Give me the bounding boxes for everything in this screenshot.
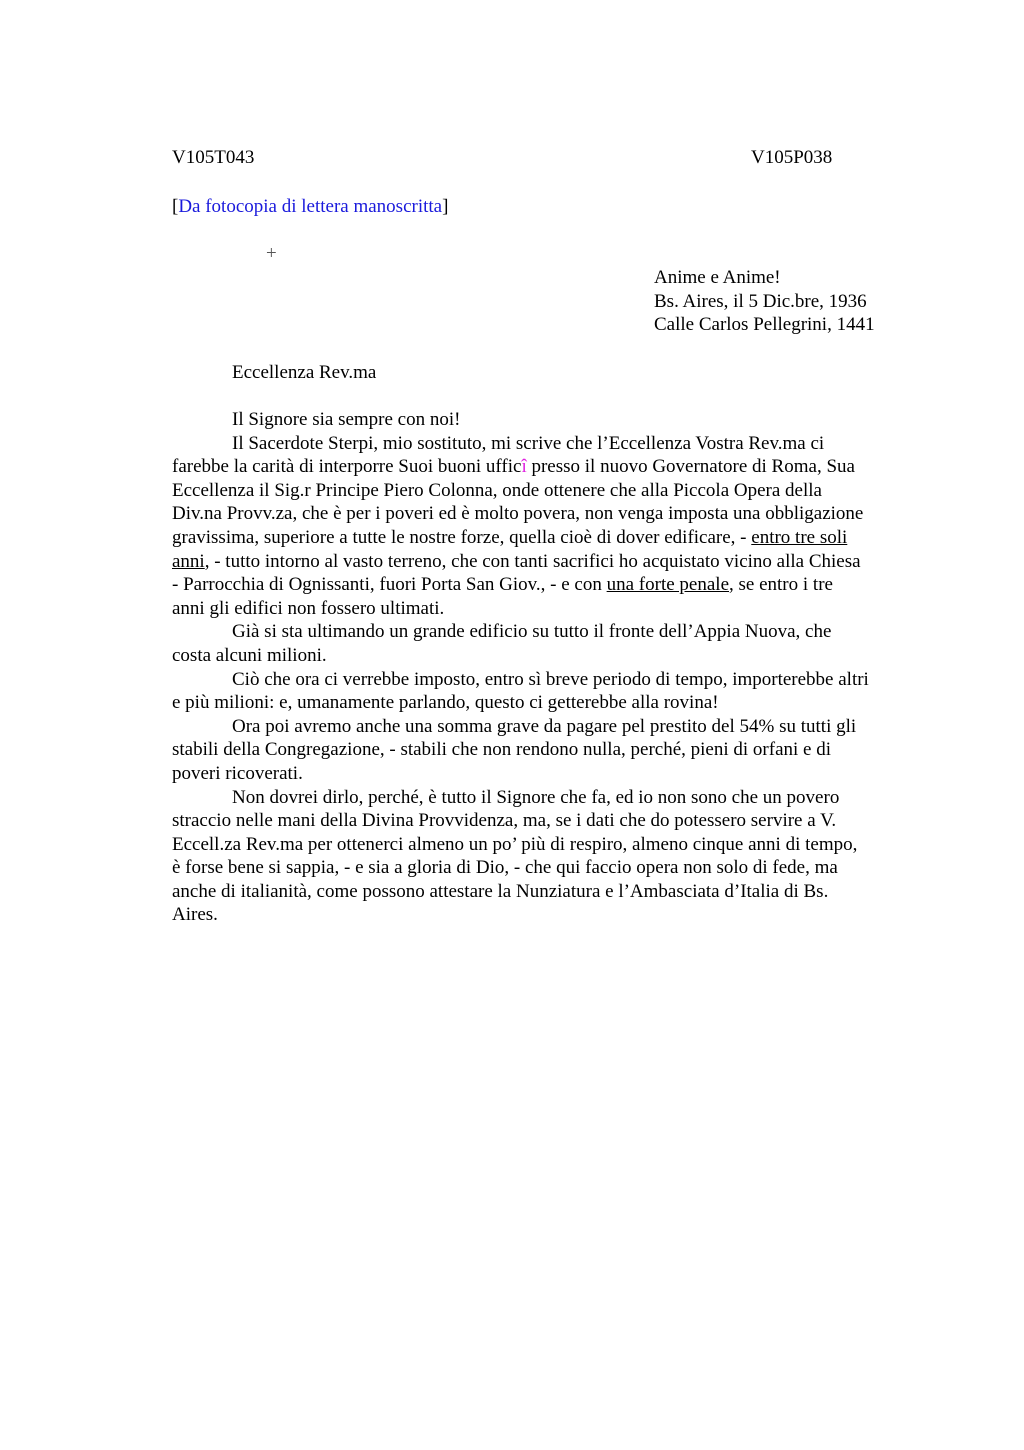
source-note-close-bracket: ]	[442, 196, 449, 217]
salutation: Eccellenza Rev.ma	[232, 362, 377, 383]
letter-heading	[654, 266, 875, 337]
body-line: Il Signore sia sempre con noi!	[232, 409, 461, 430]
source-note	[172, 195, 448, 219]
document-code-right: V105P038	[751, 147, 833, 168]
underlined-text: anni	[172, 550, 205, 572]
body-line: poveri ricoverati.	[172, 762, 303, 784]
body-line: stabili della Congregazione, - stabili che non rendono nulla, perché, pieni di orfani e di	[172, 739, 831, 761]
body-line: straccio nelle mani della Divina Provvidenza, ma, se i dati che do potessero servire a V.	[172, 810, 837, 832]
body-line	[172, 526, 932, 550]
source-note-text: Da fotocopia di lettera manoscritta	[178, 196, 443, 217]
body-line: è forse bene si sappia, - e sia a gloria di Dio, - che qui faccio opera non solo di fede, ma	[172, 857, 838, 879]
body-line: Div.na Provv.za, che è per i poveri ed è molto povera, non venga imposta una obbligazione	[172, 503, 864, 525]
underlined-text: una forte penale	[606, 574, 730, 596]
body-line: e più milioni: e, umanamente parlando, questo ci getterebbe alla rovina!	[172, 692, 719, 714]
body-line	[172, 550, 932, 574]
body-line: Già si sta ultimando un grande edificio su tutto il fronte dell’Appia Nuova, che	[232, 621, 832, 643]
document-code-left: V105T043	[172, 147, 255, 168]
heading-place-date: Bs. Aires, il 5 Dic.bre, 1936	[654, 290, 867, 312]
body-line	[172, 455, 932, 479]
body-text-fragment: gravissima, superiore a tutte le nostre forze, quella cioè di dover edificare, -	[172, 526, 752, 548]
letter-body	[172, 408, 932, 927]
body-text-fragment: , - tutto intorno al vasto terreno, che con tanti sacrifici ho acquistato vicino alla Chiesa	[204, 550, 861, 572]
source-note-open-bracket: [	[172, 196, 179, 217]
body-line: Non dovrei dirlo, perché, è tutto il Signore che fa, ed io non sono che un povero	[232, 786, 840, 808]
body-line	[172, 573, 932, 597]
body-line: costa alcuni milioni.	[172, 644, 327, 666]
body-text-fragment: farebbe la carità di interporre Suoi buoni uffic	[172, 456, 522, 478]
body-line: Eccell.za Rev.ma per ottenerci almeno un po’ più di respiro, almeno cinque anni di tempo,	[172, 833, 858, 855]
highlighted-character: î	[521, 456, 527, 478]
body-line: Il Sacerdote Sterpi, mio sostituto, mi scrive che l’Eccellenza Vostra Rev.ma ci	[232, 432, 825, 454]
body-line: Eccellenza il Sig.r Principe Piero Colonna, onde ottenere che alla Piccola Opera della	[172, 479, 822, 501]
body-line: anni gli edifici non fossero ultimati.	[172, 597, 445, 619]
heading-address: Calle Carlos Pellegrini, 1441	[654, 314, 875, 335]
body-text-fragment: - Parrocchia di Ognissanti, fuori Porta San Giov., - e con	[172, 574, 607, 596]
body-line: Aires.	[172, 904, 218, 926]
body-text-fragment: presso il nuovo Governatore di Roma, Sua	[526, 456, 855, 478]
underlined-text: entro tre soli	[751, 526, 848, 548]
body-line: anche di italianità, come possono attestare la Nunziatura e l’Ambasciata d’Italia di Bs.	[172, 880, 829, 902]
heading-motto: Anime e Anime!	[654, 267, 781, 288]
body-line: Ora poi avremo anche una somma grave da pagare pel prestito del 54% su tutti gli	[232, 715, 857, 737]
body-line: Ciò che ora ci verrebbe imposto, entro sì breve periodo di tempo, importerebbe altri	[232, 668, 869, 690]
body-text-fragment: , se entro i tre	[729, 574, 833, 596]
cross-symbol: +	[266, 243, 277, 264]
